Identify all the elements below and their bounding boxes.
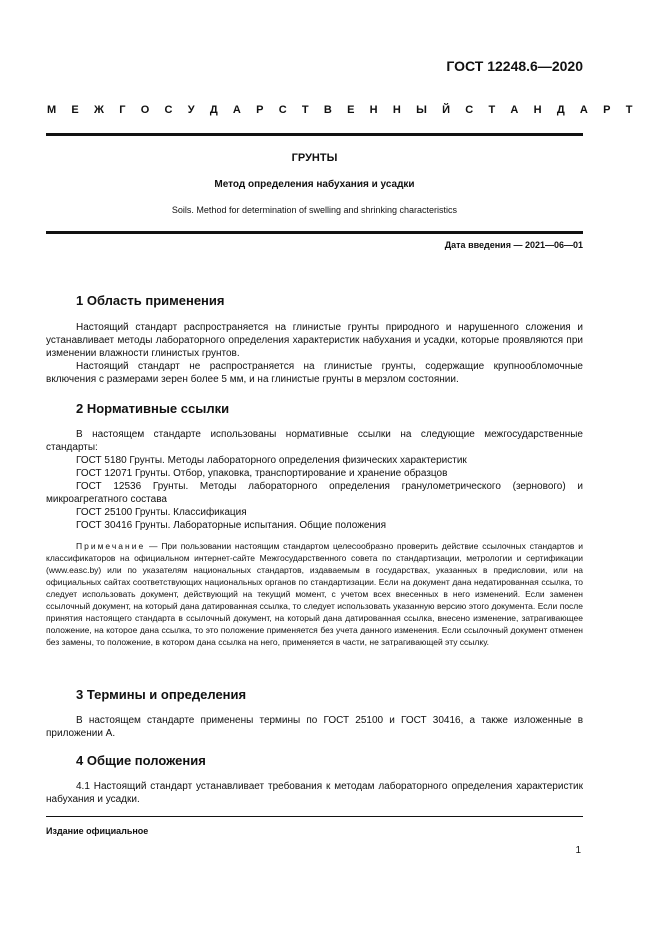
section-4-body <box>46 780 583 806</box>
note-text: — При пользовании настоящим стандартом целесообразно проверить действие ссылочных стандартов и классификаторов на официальном интернет-сайте Межгосударственного совета по стандартизации, метрологии и сертификации (www.easc.by) или по указателям национальных стандартов, издаваемым в государствах, указанных в предисловии, или на официальных сайтах соответствующих национальных органов по стандартизации. Если на документ дана недатированная ссылка, то следует использовать документ, действующий на текущий момент, с учетом всех внесенных в него изменений. Если заменен ссылочный документ, на который дана датированная ссылка, то следует использовать указанную версию этого документа. Если после принятия настоящего стандарта в ссылочный документ, на который дана датированная ссылка, внесено изменение, затрагивающее положение, на которое дана ссылка, то это положение применяется без учета данного изменения. Если ссылочный документ отменен без замены, то положение, в котором дана ссылка на него, применяется в части, не затрагивающей эту ссылку. <box>46 541 583 647</box>
publication-label: Издание официальное <box>46 826 149 836</box>
reference-gost-5180: ГОСТ 5180 Грунты. Методы лабораторного определения физических характеристик <box>76 455 467 466</box>
section-1-paragraph-1: Настоящий стандарт распространяется на глинистые грунты природного и нарушенного сложения и устанавливает методы лабораторного определения характеристик набухания и усадки, которые проявляются при изменении влажности глинистых грунтов. <box>46 322 583 359</box>
section-3-paragraph-1: В настоящем стандарте применены термины по ГОСТ 25100 и ГОСТ 30416, а также изложенные в приложении А. <box>46 715 583 739</box>
document-number: ГОСТ 12248.6—2020 <box>446 58 583 74</box>
section-2-intro: В настоящем стандарте использованы нормативные ссылки на следующие межгосударственные стандарты: <box>46 429 583 453</box>
document-title: ГРУНТЫ <box>291 152 338 164</box>
document-subtitle: Метод определения набухания и усадки <box>214 179 415 190</box>
introduction-date: Дата введения — 2021—06—01 <box>444 240 583 250</box>
reference-gost-25100: ГОСТ 25100 Грунты. Классификация <box>76 507 247 518</box>
title-divider <box>46 231 583 234</box>
section-1-body <box>46 321 583 386</box>
section-2-heading: 2 Нормативные ссылки <box>76 401 230 416</box>
section-3-body <box>46 714 583 740</box>
section-3-heading: 3 Термины и определения <box>76 687 247 702</box>
english-title: Soils. Method for determination of swelling and shrinking characteristics <box>171 205 458 215</box>
note-label: Примечание <box>76 541 146 551</box>
section-2-body <box>46 428 583 532</box>
reference-gost-12536: ГОСТ 12536 Грунты. Методы лабораторного определения гранулометрического (зернового) и микроагрегатного состава <box>46 481 583 505</box>
section-4-heading: 4 Общие положения <box>76 753 206 768</box>
footer-divider <box>46 816 583 817</box>
references-note <box>46 540 583 648</box>
section-4-paragraph-1: 4.1 Настоящий стандарт устанавливает требования к методам лабораторного определения характеристик набухания и усадки. <box>46 781 583 805</box>
reference-gost-30416: ГОСТ 30416 Грунты. Лабораторные испытания. Общие положения <box>76 520 386 531</box>
standard-type-heading: М Е Ж Г О С У Д А Р С Т В Е Н Н Ы Й С Т А Н Д А Р Т <box>47 104 639 116</box>
reference-gost-12071: ГОСТ 12071 Грунты. Отбор, упаковка, транспортирование и хранение образцов <box>76 468 448 479</box>
section-1-heading: 1 Область применения <box>76 293 225 308</box>
section-1-paragraph-2: Настоящий стандарт не распространяется на глинистые грунты, содержащие крупнообломочные включения с размерами зерен более 5 мм, и на глинистые грунты в мерзлом состоянии. <box>46 361 583 385</box>
page-number: 1 <box>575 845 581 856</box>
top-divider <box>46 133 583 136</box>
